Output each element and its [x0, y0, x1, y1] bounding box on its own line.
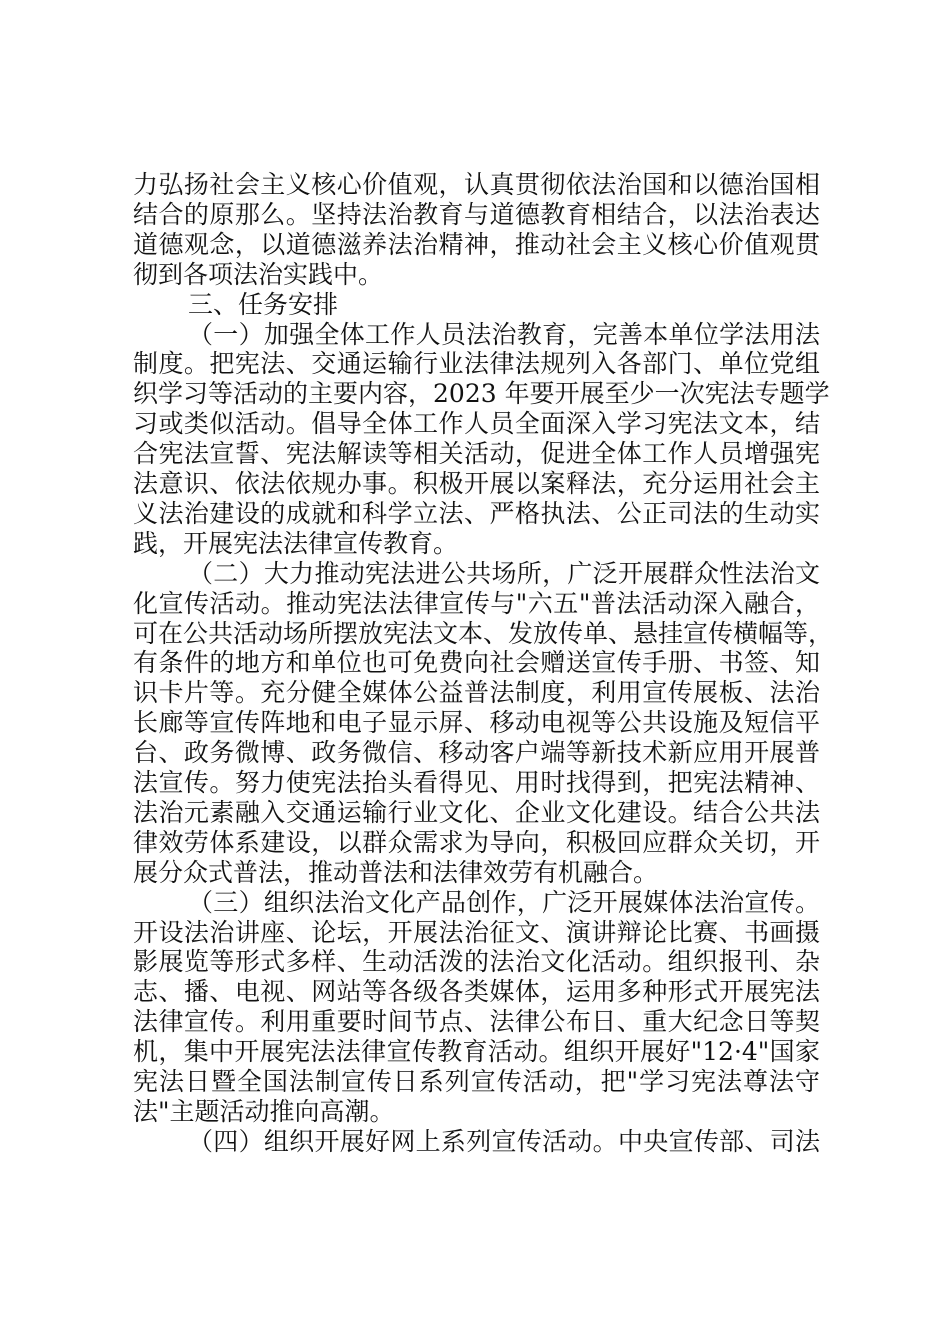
text-line: （四）组织开展好网上系列宣传活动。中央宣传部、司法 [188, 1126, 820, 1156]
text-line: 化宣传活动。推动宪法法律宣传与"六五"普法活动深入融合， [133, 588, 820, 618]
text-line: 法宣传。努力使宪法抬头看得见、用时找得到，把宪法精神、 [133, 768, 820, 797]
text-line: 力弘扬社会主义核心价值观，认真贯彻依法治国和以德治国相 [133, 170, 820, 199]
text-line: 三、任务安排 [188, 289, 339, 319]
text-line: 志、播、电视、网站等各级各类媒体，运用多种形式开展宪法 [133, 977, 820, 1007]
text-line: 宪法日暨全国法制宣传日系列宣传活动，把"学习宪法尊法守 [133, 1067, 820, 1096]
text-line: 法意识、依法依规办事。积极开展以案释法，充分运用社会主 [133, 469, 820, 498]
text-line: 彻到各项法治实践中。 [133, 259, 384, 289]
text-line: 制度。把宪法、交通运输行业法律法规列入各部门、单位党组 [133, 349, 820, 379]
text-line: 台、政务微博、政务微信、移动客户端等新技术新应用开展普 [133, 738, 820, 768]
text-line: 展分众式普法，推动普法和法律效劳有机融合。 [133, 857, 659, 887]
text-line: 织学习等活动的主要内容，2023 年要开展至少一次宪法专题学 [133, 379, 830, 409]
text-line: 律效劳体系建设，以群众需求为导向，积极回应群众关切，开 [133, 827, 820, 857]
text-line: 义法治建设的成就和科学立法、严格执法、公正司法的生动实 [133, 498, 820, 528]
text-line: 可在公共活动场所摆放宪法文本、发放传单、悬挂宣传横幅等， [133, 618, 834, 648]
text-line: （二）大力推动宪法进公共场所，广泛开展群众性法治文 [188, 558, 820, 588]
text-line: 机，集中开展宪法法律宣传教育活动。组织开展好"12·4"国家 [133, 1037, 820, 1067]
text-line: 合宪法宣誓、宪法解读等相关活动，促进全体工作人员增强宪 [133, 439, 820, 469]
text-line: 践，开展宪法法律宣传教育。 [133, 528, 459, 558]
text-line: 影展览等形式多样、生动活泼的法治文化活动。组织报刊、杂 [133, 947, 820, 977]
text-line: 习或类似活动。倡导全体工作人员全面深入学习宪法文本，结 [133, 409, 820, 439]
text-line: 法治元素融入交通运输行业文化、企业文化建设。结合公共法 [133, 797, 820, 827]
text-line: 法律宣传。利用重要时间节点、法律公布日、重大纪念日等契 [133, 1007, 820, 1037]
text-line: 识卡片等。充分健全媒体公益普法制度，利用宣传展板、法治 [133, 678, 820, 708]
text-line: 结合的原那么。坚持法治教育与道德教育相结合，以法治表达 [133, 199, 820, 229]
text-line: 法"主题活动推向高潮。 [133, 1096, 395, 1126]
text-line: 长廊等宣传阵地和电子显示屏、移动电视等公共设施及短信平 [133, 708, 820, 738]
text-line: （三）组织法治文化产品创作，广泛开展媒体法治宣传。 [188, 887, 820, 917]
text-line: （一）加强全体工作人员法治教育，完善本单位学法用法 [188, 319, 820, 349]
text-line: 道德观念，以道德滋养法治精神，推动社会主义核心价值观贯 [133, 229, 820, 259]
text-line: 开设法治讲座、论坛，开展法治征文、演讲辩论比赛、书画摄 [133, 917, 820, 947]
text-line: 有条件的地方和单位也可免费向社会赠送宣传手册、书签、知 [133, 648, 820, 678]
